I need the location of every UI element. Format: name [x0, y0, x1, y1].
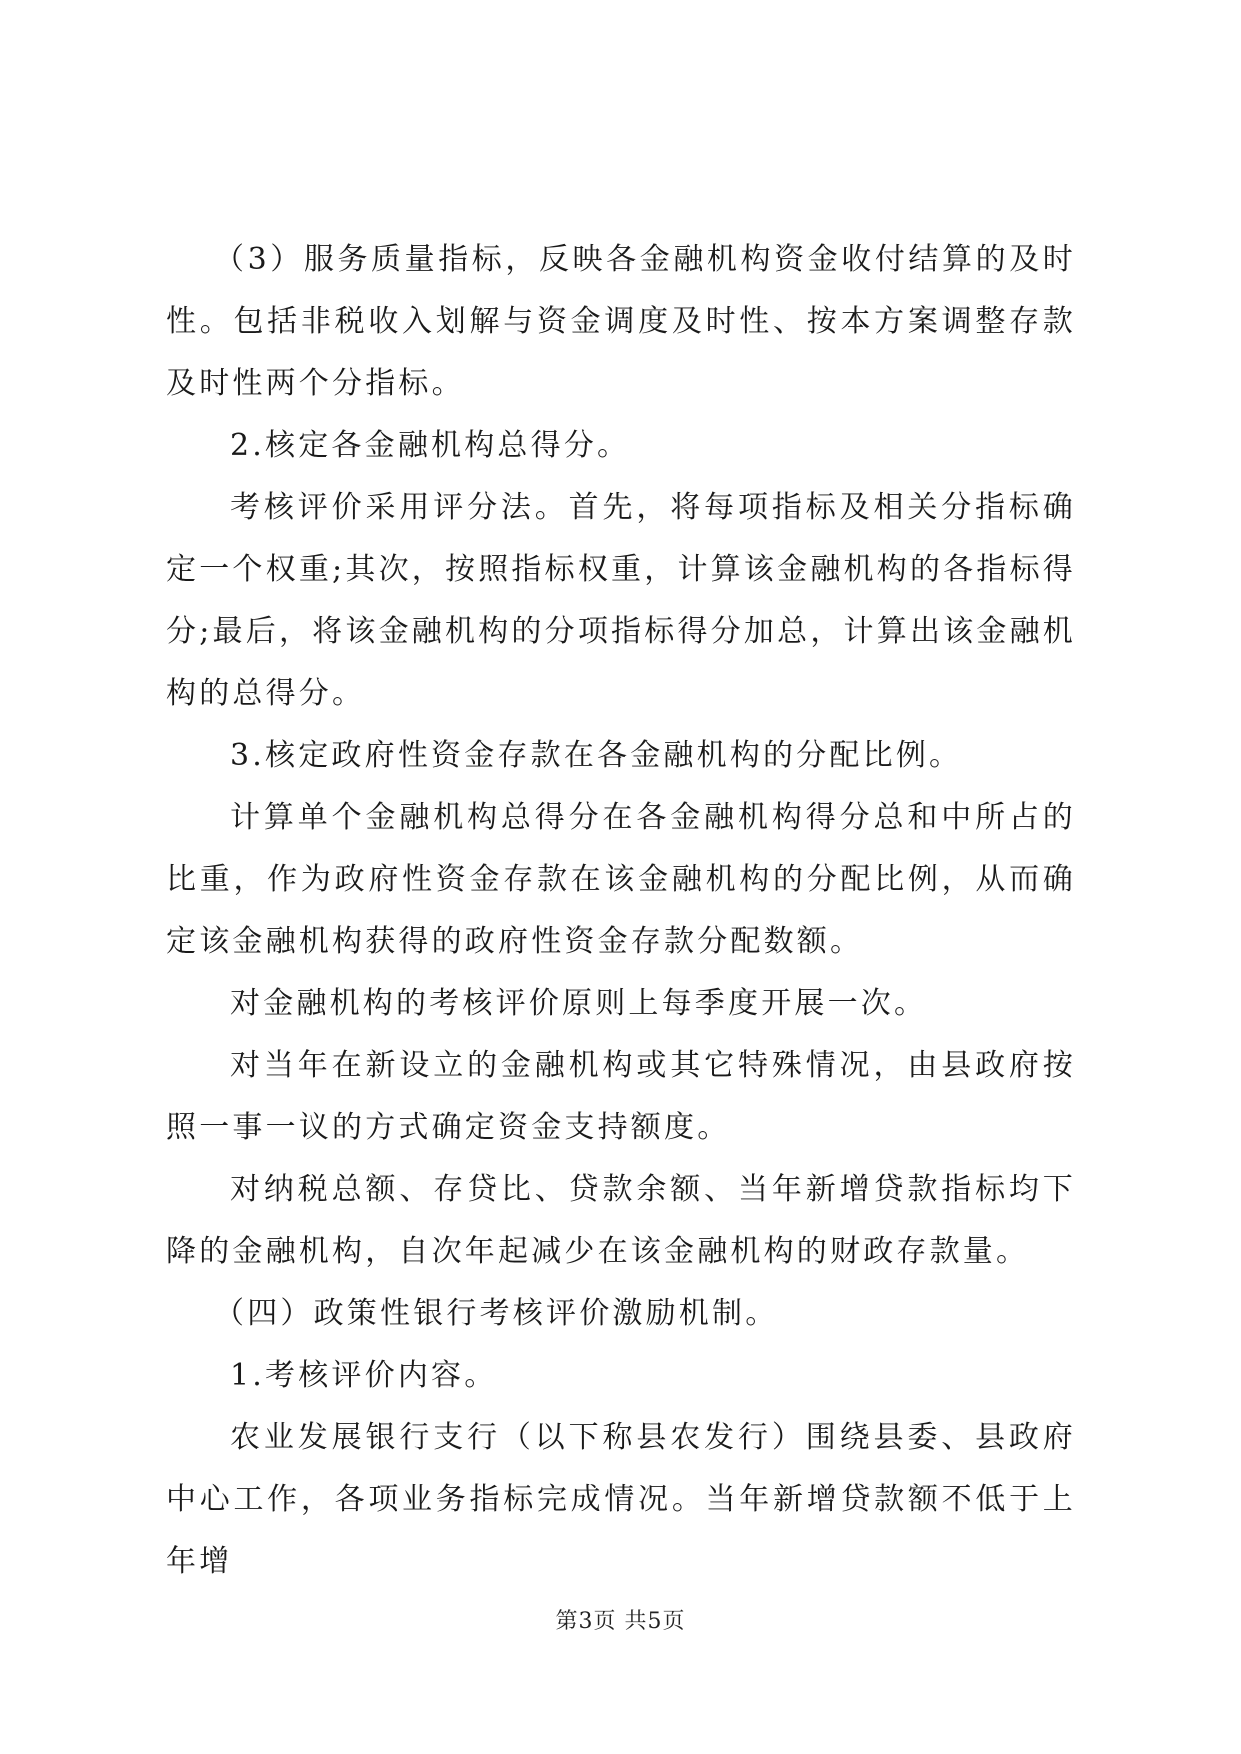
- paragraph-scoring-method: 考核评价采用评分法。首先，将每项指标及相关分指标确定一个权重;其次，按照指标权重，计算该金融机构的各指标得分;最后，将该金融机构的分项指标得分加总，计算出该金融机构的总得分。: [166, 490, 1076, 711]
- paragraph-quarterly-review: 对金融机构的考核评价原则上每季度开展一次。: [230, 986, 928, 1021]
- paragraph-service-quality: （3）服务质量指标，反映各金融机构资金收付结算的及时性。包括非税收入划解与资金调度及时性、按本方案调整存款及时性两个分指标。: [166, 242, 1076, 401]
- paragraph-new-institutions: 对当年在新设立的金融机构或其它特殊情况，由县政府按照一事一议的方式确定资金支持额度。: [166, 1048, 1076, 1145]
- heading-policy-bank: （四）政策性银行考核评价激励机制。: [214, 1296, 779, 1331]
- page-number-footer: 第3页 共5页: [555, 1609, 686, 1634]
- heading-evaluation-content: 1.考核评价内容。: [230, 1358, 498, 1393]
- paragraph-allocation-calc: 计算单个金融机构总得分在各金融机构得分总和中所占的比重，作为政府性资金存款在该金融机构的分配比例，从而确定该金融机构获得的政府性资金存款分配数额。: [166, 800, 1076, 959]
- heading-total-score: 2.核定各金融机构总得分。: [230, 428, 631, 463]
- paragraph-deposit-reduction: 对纳税总额、存贷比、贷款余额、当年新增贷款指标均下降的金融机构，自次年起减少在该金融机构的财政存款量。: [166, 1172, 1076, 1269]
- document-body: [166, 229, 1076, 1593]
- heading-allocation-ratio: 3.核定政府性资金存款在各金融机构的分配比例。: [230, 738, 963, 773]
- paragraph-adbc-branch: 农业发展银行支行（以下称县农发行）围绕县委、县政府中心工作，各项业务指标完成情况。当年新增贷款额不低于上年增: [166, 1420, 1076, 1579]
